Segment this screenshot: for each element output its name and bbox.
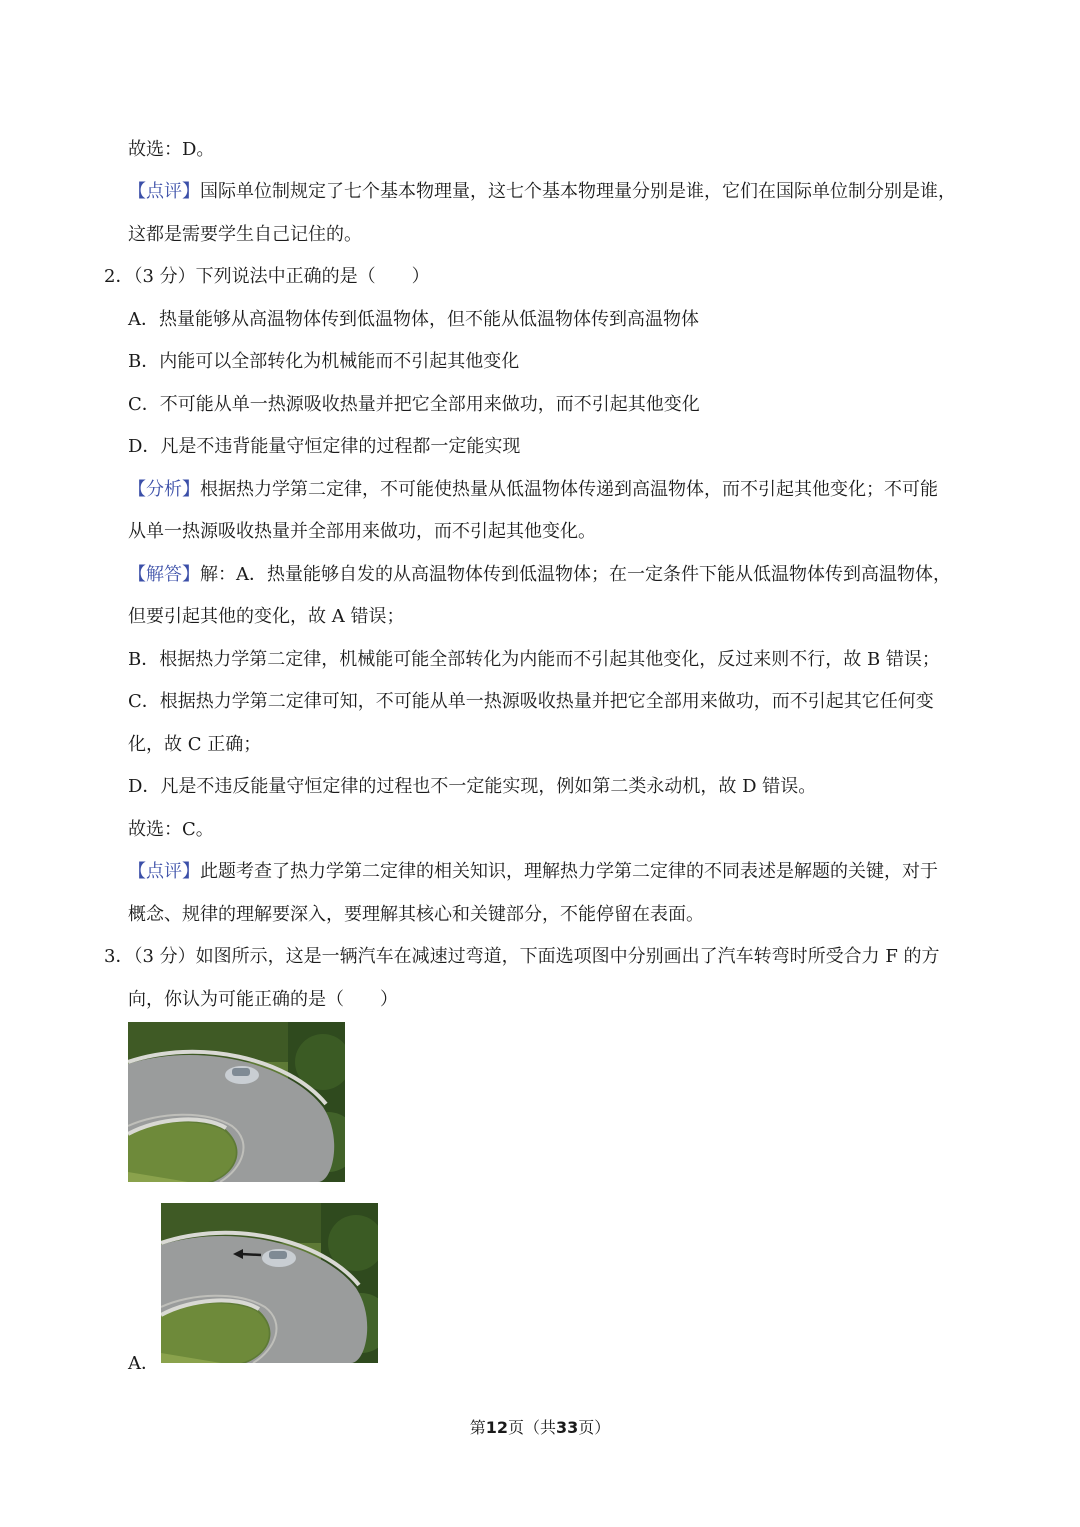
q3-stem-line-2: 向，你认为可能正确的是（ ） (128, 989, 398, 1010)
q2-comment-line-2: 概念、规律的理解要深入，要理解其核心和关键部分，不能停留在表面。 (128, 904, 704, 925)
q2-option-c: C．不可能从单一热源吸收热量并把它全部用来做功，而不引起其他变化 (128, 394, 700, 415)
q2-option-a: A．热量能够从高温物体传到低温物体，但不能从低温物体传到高温物体 (128, 309, 699, 330)
q2-solution-line-3: B．根据热力学第二定律，机械能可能全部转化为内能而不引起其他变化，反过来则不行，故 B 错误； (128, 649, 940, 670)
q2-analysis-line-2: 从单一热源吸收热量并全部用来做功，而不引起其他变化。 (128, 521, 596, 542)
comment-tag: 【点评】 (128, 181, 200, 202)
solution-tag: 【解答】 (128, 564, 200, 585)
q2-solution-line-6: D．凡是不违反能量守恒定律的过程也不一定能实现，例如第二类永动机，故 D 错误。 (128, 776, 817, 797)
q2-solution-line-5: 化，故 C 正确； (128, 734, 262, 755)
option-a-photo (161, 1203, 378, 1363)
page-footer: 第12页（共33页） (469, 1418, 611, 1437)
q2-comment-line-1: 【点评】此题考查了热力学第二定律的相关知识，理解热力学第二定律的不同表述是解题的关键，对于 (128, 861, 938, 882)
q1-comment-line-1: 【点评】国际单位制规定了七个基本物理量，这七个基本物理量分别是谁，它们在国际单位制分别是谁， (128, 181, 956, 202)
q2-analysis-line-1: 【分析】根据热力学第二定律，不可能使热量从低温物体传递到高温物体，而不引起其他变化；不可能 (128, 479, 938, 500)
force-arrow-icon (241, 1254, 261, 1255)
q2-stem: 2．（3 分）下列说法中正确的是（ ） (104, 266, 430, 287)
q2-option-b: B．内能可以全部转化为机械能而不引起其他变化 (128, 351, 520, 372)
q2-solution-line-2: 但要引起其他的变化，故 A 错误； (128, 606, 405, 627)
q1-answer: 故选：D。 (128, 139, 215, 160)
q2-solution-line-4: C．根据热力学第二定律可知，不可能从单一热源吸收热量并把它全部用来做功，而不引起其它任何变 (128, 691, 934, 712)
q2-option-d: D．凡是不违背能量守恒定律的过程都一定能实现 (128, 436, 521, 457)
q3-option-a-label: A． (128, 1353, 159, 1374)
curve-road-photo (128, 1022, 345, 1182)
q1-comment-line-2: 这都是需要学生自己记住的。 (128, 224, 362, 245)
current-page: 12 (485, 1418, 508, 1437)
total-pages: 33 (556, 1418, 579, 1437)
q2-answer: 故选：C。 (128, 819, 214, 840)
q3-stem-line-1: 3．（3 分）如图所示，这是一辆汽车在减速过弯道，下面选项图中分别画出了汽车转弯时所受合力 F 的方 (104, 946, 940, 967)
analysis-tag: 【分析】 (128, 479, 200, 500)
comment-tag: 【点评】 (128, 861, 200, 882)
q2-solution-line-1: 【解答】解：A．热量能够自发的从高温物体传到低温物体；在一定条件下能从低温物体传到高温物体， (128, 564, 951, 585)
